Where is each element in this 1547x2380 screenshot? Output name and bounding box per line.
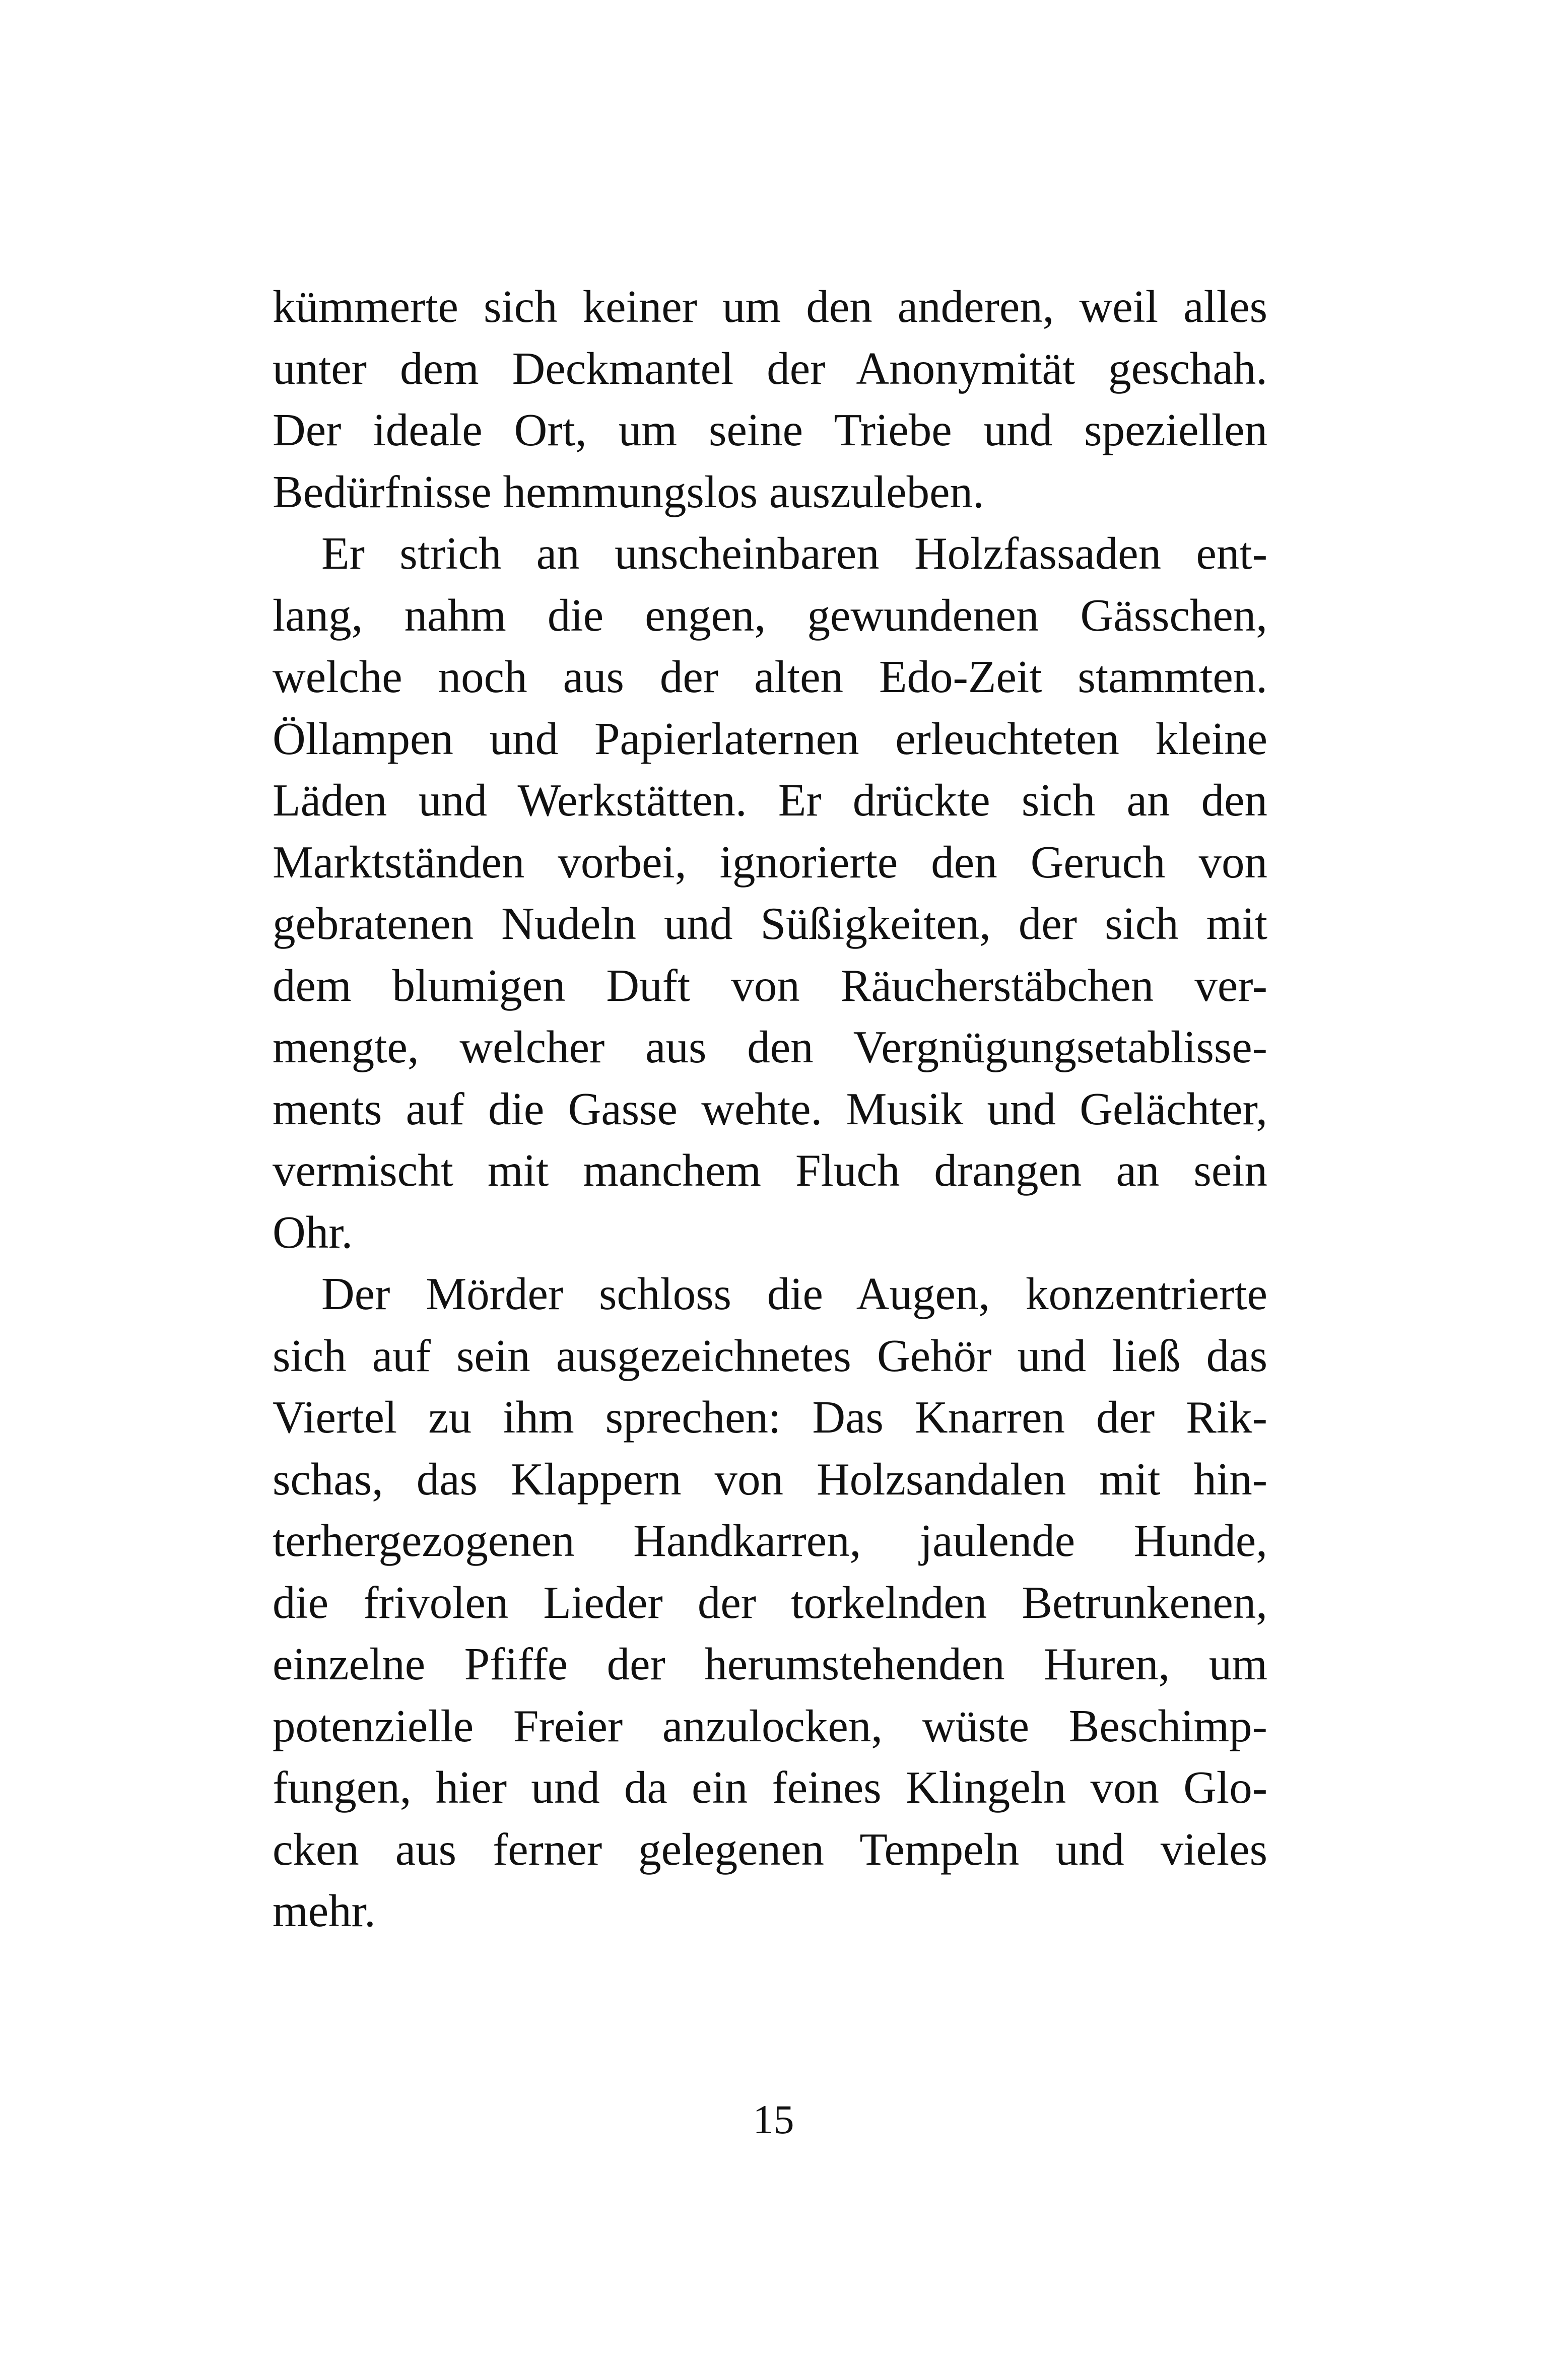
text-line: Läden und Werkstätten. Er drückte sich an den [273,775,1267,826]
text-line: Der Mörder schloss die Augen, konzentrierte [321,1268,1267,1319]
text-line: welche noch aus der alten Edo-Zeit stammten. [273,651,1267,702]
paragraph [273,1263,1267,1942]
text-line: einzelne Pfiffe der herumstehenden Huren, um [273,1639,1267,1689]
text-line: vermischt mit manchem Fluch drangen an sein [273,1145,1267,1196]
text-line: Viertel zu ihm sprechen: Das Knarren der Rik- [273,1392,1267,1443]
text-line: unter dem Deckmantel der Anonymität geschah. [273,343,1267,394]
text-line: schas, das Klappern von Holzsandalen mit hin- [273,1453,1267,1505]
paragraph [273,276,1267,523]
text-line: dem blumigen Duft von Räucherstäbchen ver- [273,960,1267,1011]
text-line: ments auf die Gasse wehte. Musik und Gelächter, [273,1083,1267,1134]
text-line: Der ideale Ort, um seine Triebe und speziellen [273,404,1267,455]
text-line: mehr. [273,1885,376,1936]
text-line: die frivolen Lieder der torkelnden Betrunkenen, [273,1577,1267,1628]
text-line: sich auf sein ausgezeichnetes Gehör und ließ das [273,1330,1267,1381]
text-line: lang, nahm die engen, gewundenen Gässchen, [273,589,1267,641]
text-line: terhergezogenen Handkarren, jaulende Hunde, [273,1515,1267,1566]
body-text [273,276,1267,1942]
text-line: potenzielle Freier anzulocken, wüste Beschimp- [273,1700,1267,1751]
text-line: Öllampen und Papierlaternen erleuchteten kleine [273,713,1267,764]
text-line: Marktständen vorbei, ignorierte den Geruch von [273,836,1267,888]
text-line: Er strich an unscheinbaren Holzfassaden ent- [321,528,1267,579]
text-line: Bedürfnisse hemmungslos auszuleben. [273,466,984,517]
page-number: 15 [753,2096,794,2142]
text-line: kümmerte sich keiner um den anderen, weil alles [273,281,1267,332]
text-line: Ohr. [273,1206,353,1258]
text-line: cken aus ferner gelegenen Tempeln und vieles [273,1823,1267,1875]
paragraph [273,523,1267,1263]
text-line: mengte, welcher aus den Vergnügungsetablisse- [273,1022,1267,1072]
text-line: gebratenen Nudeln und Süßigkeiten, der sich mit [273,898,1267,949]
text-line: fungen, hier und da ein feines Klingeln von Glo- [273,1762,1267,1813]
